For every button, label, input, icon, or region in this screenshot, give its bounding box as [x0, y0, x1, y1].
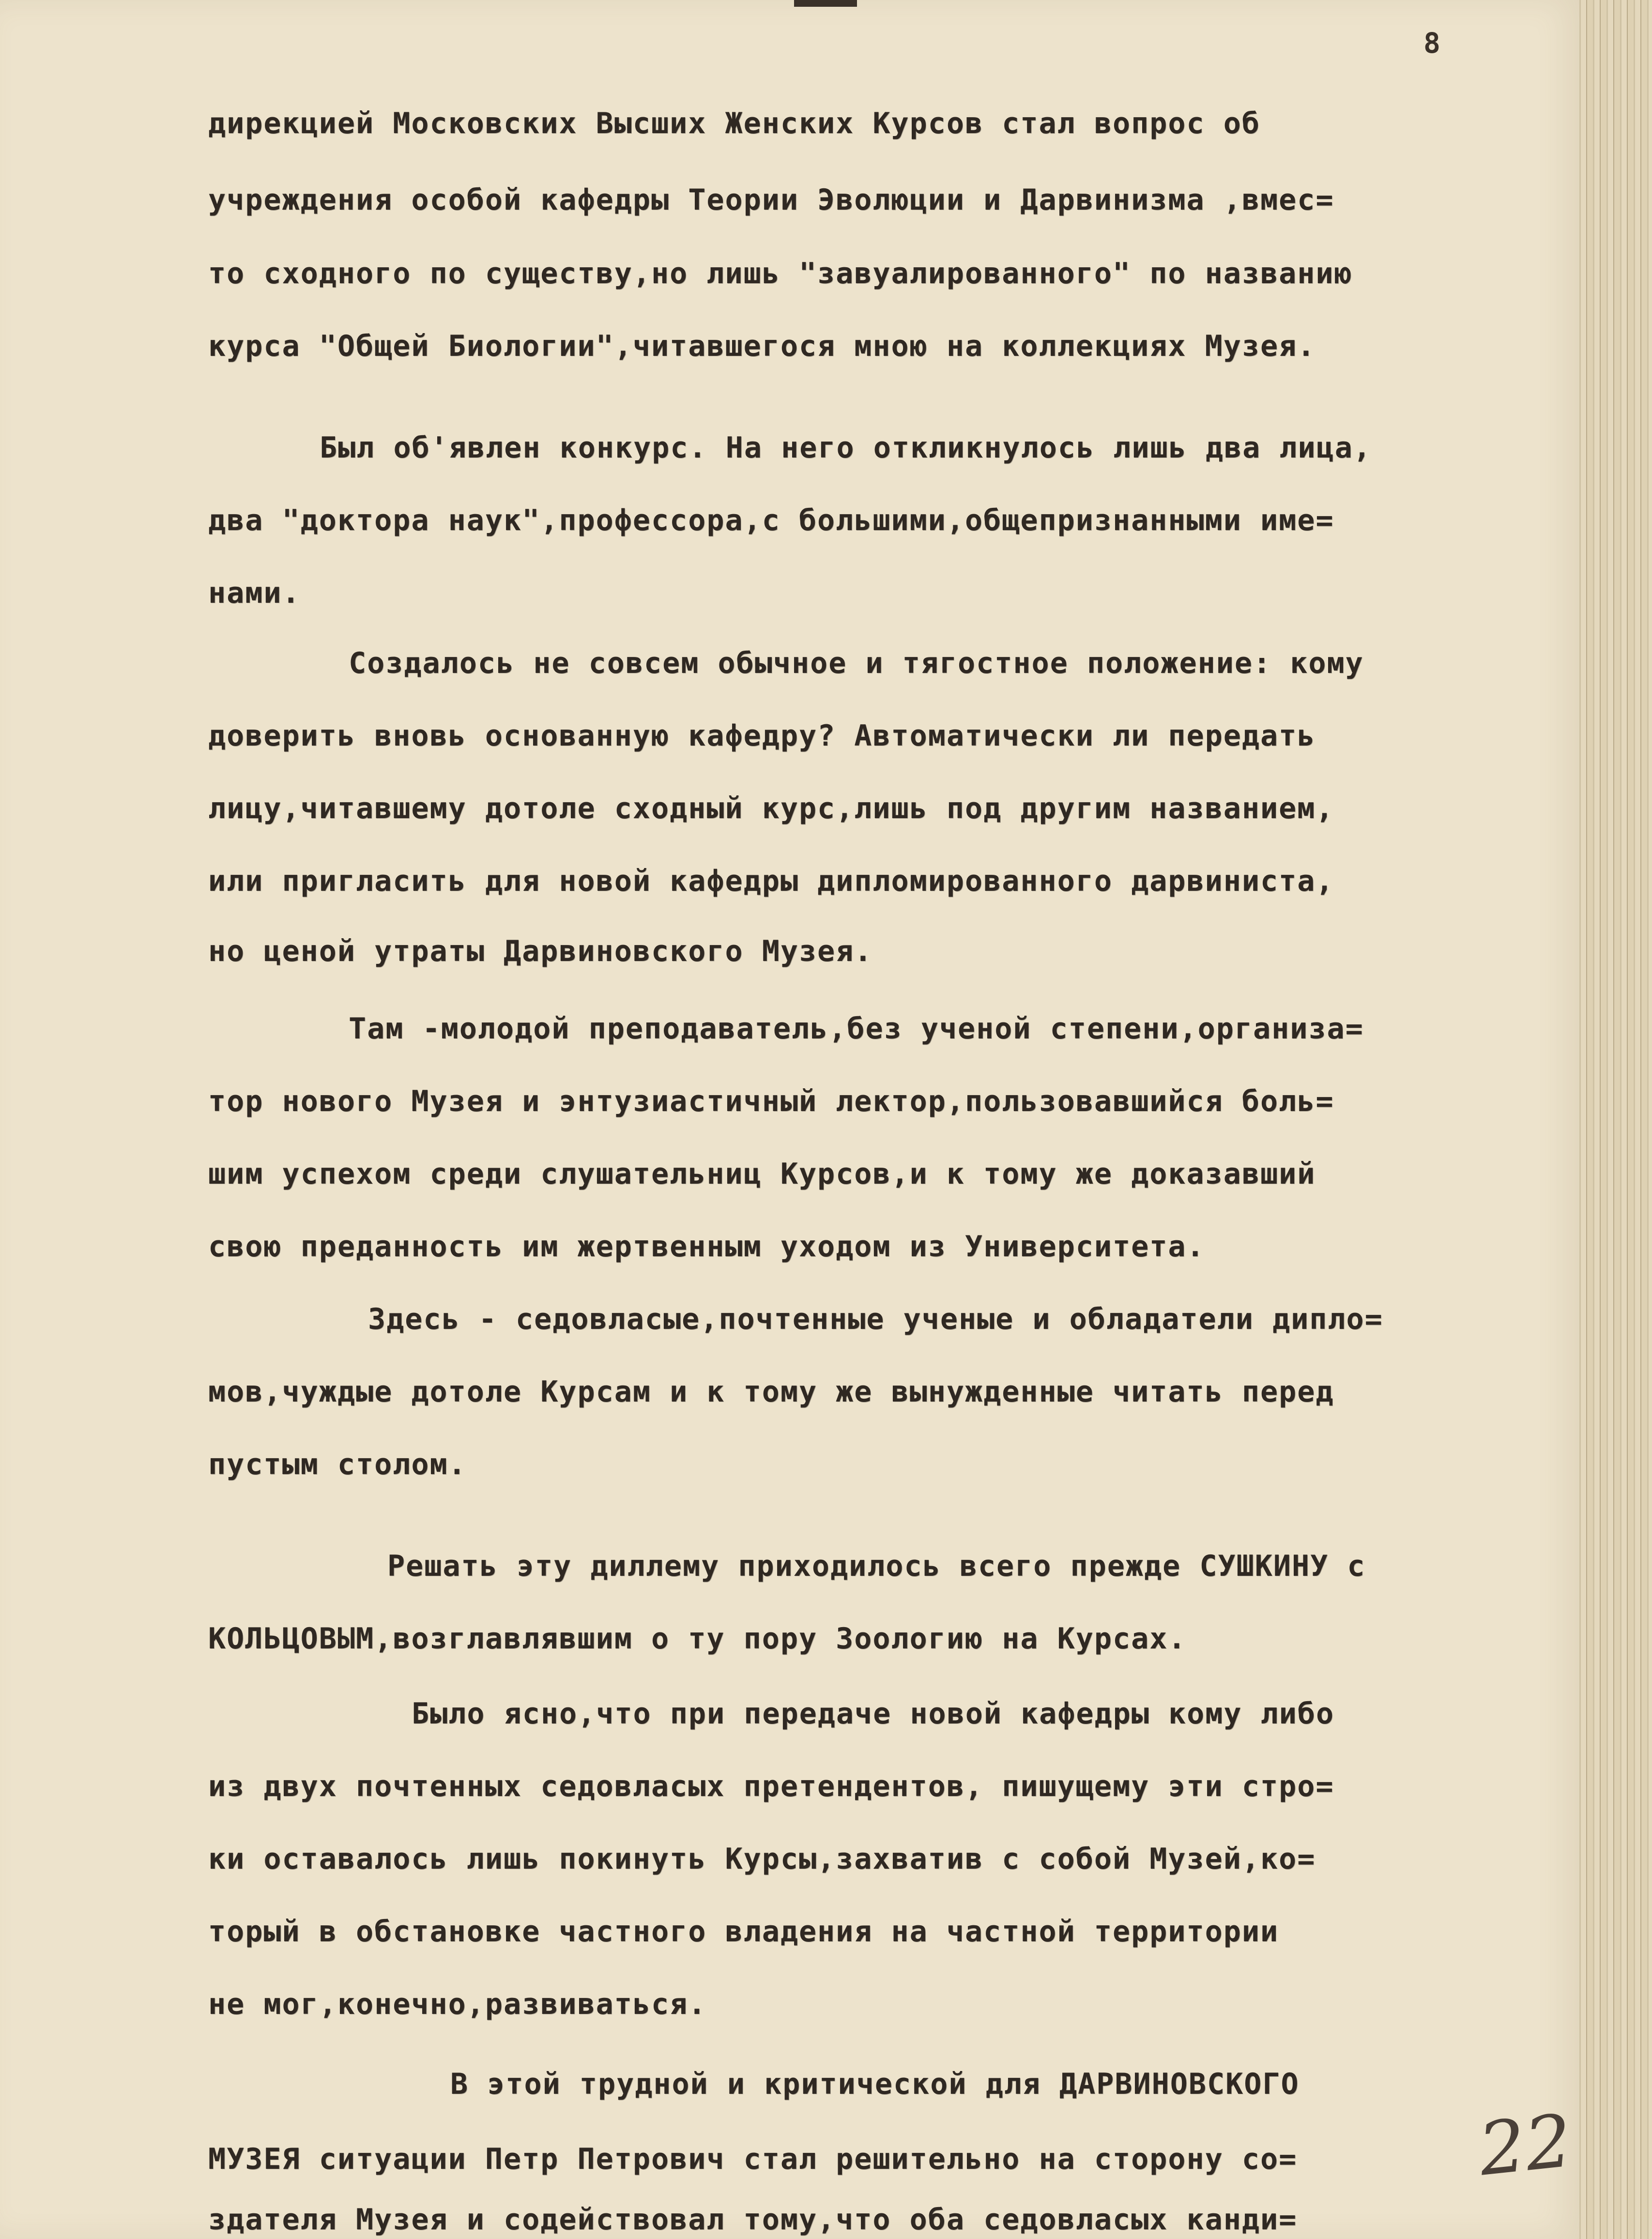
text-line: торый в обстановке частного владения на частной территории — [208, 1915, 1279, 1949]
text-line: Там -молодой преподаватель,без ученой степени,организа= — [349, 1012, 1364, 1046]
text-line: пустым столом. — [208, 1447, 467, 1481]
text-line: то сходного по существу,но лишь "завуалированного" по названию — [208, 257, 1353, 290]
text-line: но ценой утраты Дарвиновского Музея. — [208, 934, 873, 968]
text-line: здателя Музея и содействовал тому,что оба седовласых канди= — [208, 2203, 1298, 2237]
text-line: не мог,конечно,развиваться. — [208, 1987, 707, 2021]
text-line: учреждения особой кафедры Теории Эволюции и Дарвинизма ,вмес= — [208, 183, 1334, 217]
text-line: Здесь - седовласые,почтенные ученые и обладатели дипло= — [368, 1302, 1383, 1336]
text-line: шим успехом среди слушательниц Курсов,и к тому же доказавший — [208, 1157, 1316, 1191]
text-line: В этой трудной и критической для ДАРВИНОВСКОГО — [450, 2067, 1300, 2101]
text-line: тор нового Музея и энтузиастичный лектор,пользовавшийся боль= — [208, 1084, 1334, 1118]
text-line: Решать эту диллему приходилось всего прежде СУШКИНУ с — [387, 1549, 1366, 1583]
text-line: мов,чуждые дотоле Курсам и к тому же вынужденные читать перед — [208, 1375, 1334, 1409]
text-line: из двух почтенных седовласых претендентов, пишущему эти стро= — [208, 1769, 1334, 1803]
text-line: два "доктора наук",профессора,с большими,общепризнанными име= — [208, 503, 1334, 537]
page-stack-edges — [1579, 0, 1652, 2239]
text-line: или пригласить для новой кафедры дипломированного дарвиниста, — [208, 864, 1334, 898]
text-line: свою преданность им жертвенным уходом из Университета. — [208, 1230, 1205, 1264]
text-line: ки оставалось лишь покинуть Курсы,захватив с собой Музей,ко= — [208, 1842, 1316, 1876]
text-line: Был об'явлен конкурс. На него откликнулось лишь два лица, — [320, 431, 1372, 465]
text-line: доверить вновь основанную кафедру? Автоматически ли передать — [208, 719, 1316, 753]
text-line: нами. — [208, 576, 301, 610]
text-line: лицу,читавшему дотоле сходный курс,лишь под другим названием, — [208, 792, 1334, 825]
text-line: Было ясно,что при передаче новой кафедры кому либо — [412, 1697, 1335, 1731]
handwritten-folio-number: 22 — [1475, 2099, 1576, 2193]
page-number: 8 — [1423, 27, 1440, 60]
text-line: Создалось не совсем обычное и тягостное положение: кому — [349, 646, 1364, 680]
text-line: МУЗЕЯ ситуации Петр Петрович стал решительно на сторону со= — [208, 2142, 1298, 2176]
text-line: КОЛЬЦОВЫМ,возглавлявшим о ту пору Зоологию на Курсах. — [208, 1622, 1187, 1656]
text-line: дирекцией Московских Высших Женских Курсов стал вопрос об — [208, 107, 1261, 140]
text-line: курса "Общей Биологии",читавшегося мною на коллекциях Музея. — [208, 329, 1316, 363]
